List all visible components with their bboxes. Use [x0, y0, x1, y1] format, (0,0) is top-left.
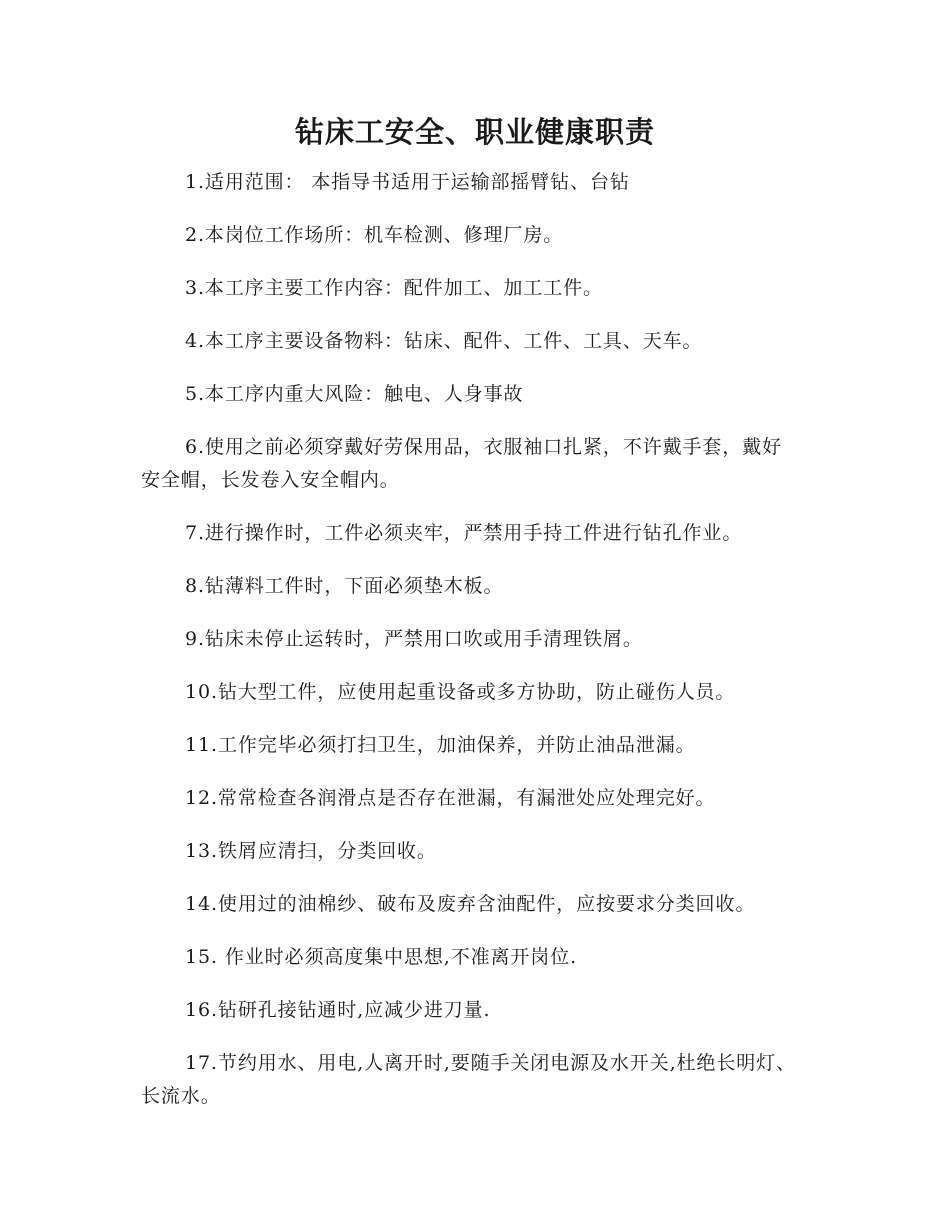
- list-item: 11.工作完毕必须打扫卫生，加油保养，并防止油品泄漏。: [185, 734, 696, 756]
- list-item: 12.常常检查各润滑点是否存在泄漏，有漏泄处应处理完好。: [185, 787, 716, 809]
- list-item: 6.使用之前必须穿戴好劳保用品，衣服袖口扎紧，不许戴手套，戴好安全帽，长发卷入安全帽内。: [141, 436, 783, 491]
- document-body: [141, 166, 796, 1133]
- list-item: 10.钻大型工件，应使用起重设备或多方协助，防止碰伤人员。: [185, 681, 736, 703]
- list-item: 15. 作业时必须高度集中思想,不准离开岗位.: [185, 946, 578, 968]
- list-item: 14.使用过的油棉纱、破布及废弃含油配件，应按要求分类回收。: [185, 893, 756, 915]
- list-item: 5.本工序内重大风险：触电、人身事故: [185, 383, 524, 405]
- list-item: 3.本工序主要工作内容：配件加工、加工工件。: [185, 277, 603, 299]
- list-item: 1.适用范围： 本指导书适用于运输部摇臂钻、台钻: [185, 171, 630, 193]
- list-item: 17.节约用水、用电,人离开时,要随手关闭电源及水开关,杜绝长明灯、长流水。: [141, 1052, 796, 1107]
- list-item: 16.钻研孔接钻通时,应减少进刀量.: [185, 999, 491, 1021]
- list-item: 4.本工序主要设备物料：钻床、配件、工件、工具、天车。: [185, 330, 703, 352]
- list-item: 9.钻床未停止运转时，严禁用口吹或用手清理铁屑。: [185, 628, 643, 650]
- list-item: 13.铁屑应清扫，分类回收。: [185, 840, 437, 862]
- document-title: 钻床工安全、职业健康职责: [294, 115, 655, 149]
- list-item: 8.钻薄料工件时，下面必须垫木板。: [185, 575, 504, 597]
- list-item: 2.本岗位工作场所：机车检测、修理厂房。: [185, 224, 564, 246]
- list-item: 7.进行操作时，工件必须夹牢，严禁用手持工件进行钻孔作业。: [185, 522, 743, 544]
